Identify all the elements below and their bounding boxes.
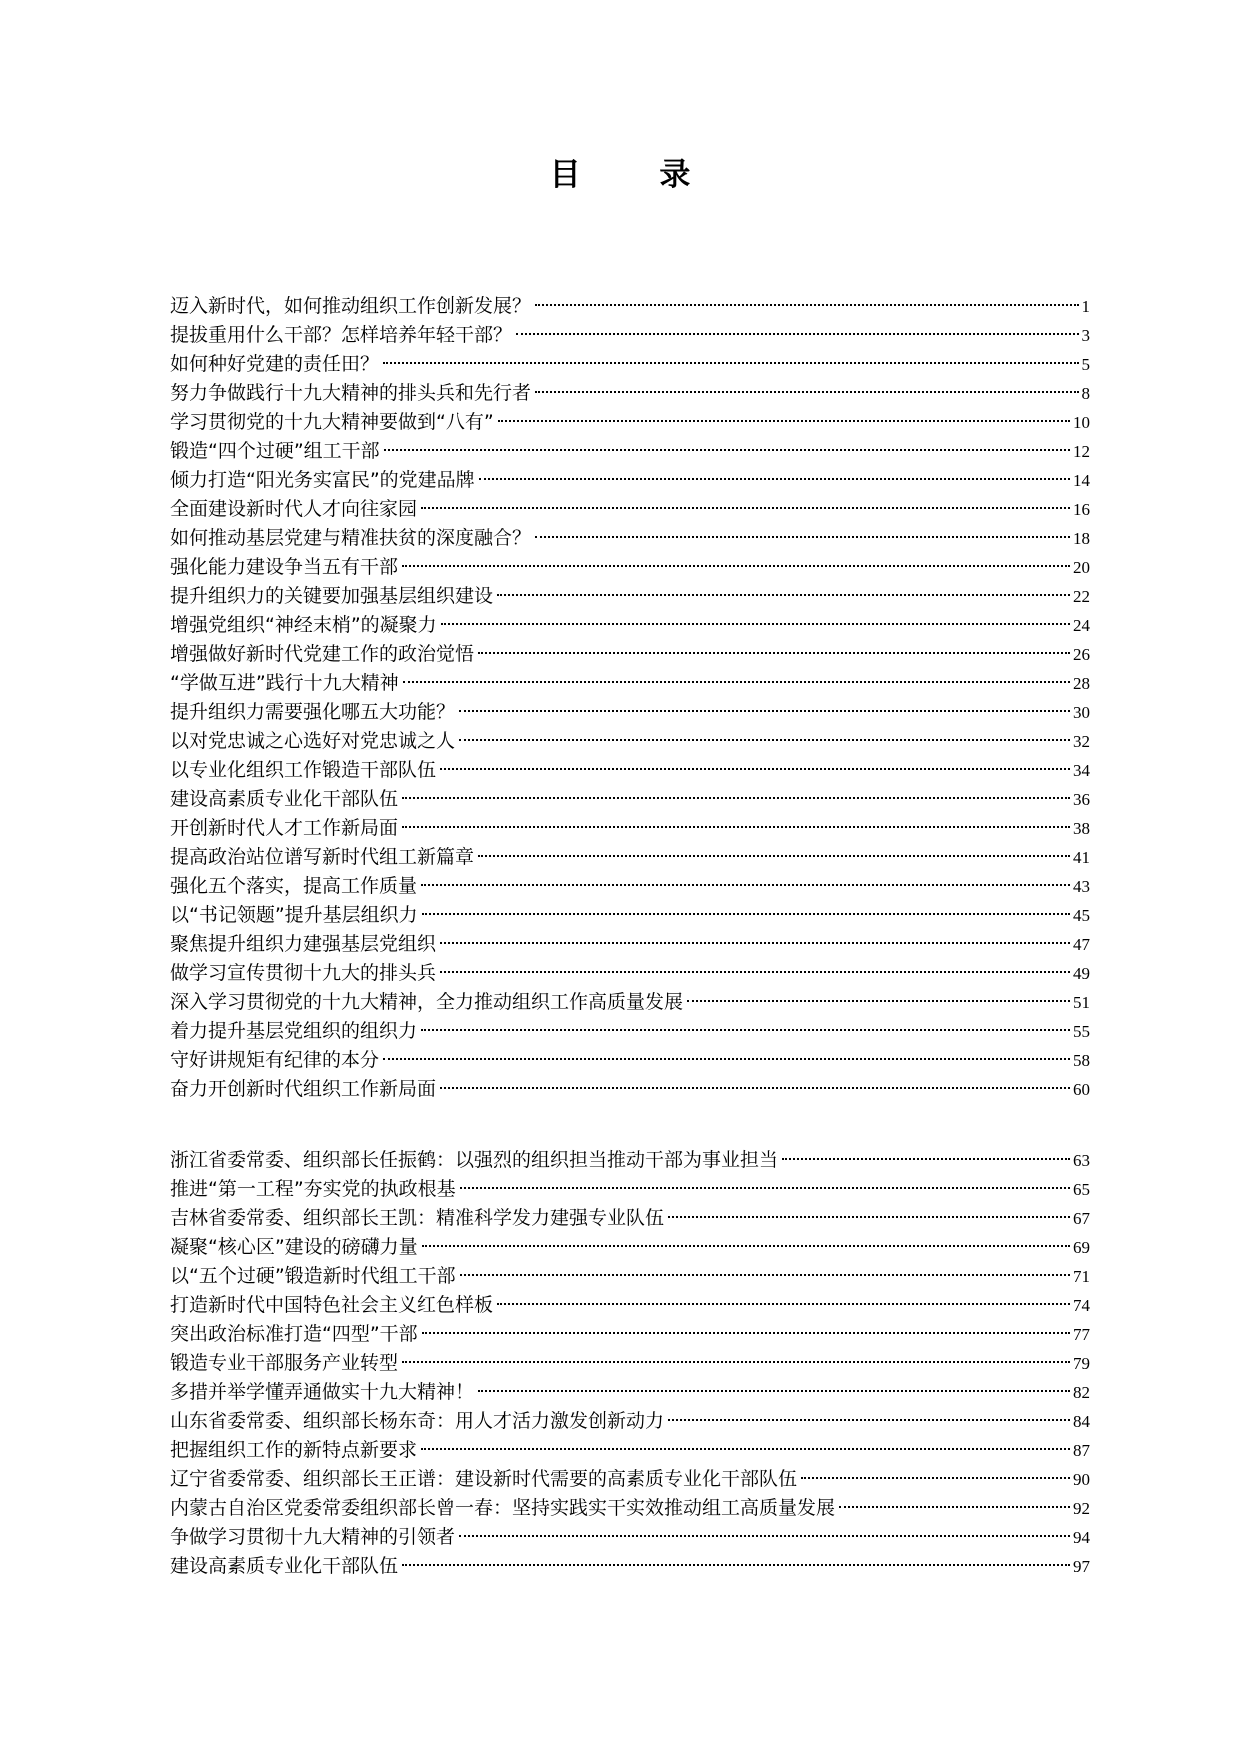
toc-page-number: 30: [1073, 703, 1090, 722]
toc-entry-title: 争做学习贯彻十九大精神的引领者: [170, 1526, 456, 1548]
dot-leader: [479, 478, 1070, 480]
dot-leader: [440, 1087, 1070, 1089]
toc-entry[interactable]: [170, 901, 1090, 930]
toc-entry[interactable]: [170, 1494, 1090, 1523]
dot-leader: [497, 594, 1070, 596]
toc-entry-title: 守好讲规矩有纪律的本分: [170, 1049, 380, 1071]
toc-entry[interactable]: [170, 321, 1090, 350]
dot-leader: [535, 304, 1078, 306]
toc-entry[interactable]: [170, 1204, 1090, 1233]
toc-entry[interactable]: [170, 1262, 1090, 1291]
dot-leader: [440, 971, 1070, 973]
toc-entry-title: 强化五个落实，提高工作质量: [170, 875, 418, 897]
dot-leader: [421, 1448, 1070, 1450]
toc-page-number: 60: [1073, 1080, 1090, 1099]
dot-leader: [421, 507, 1070, 509]
toc-entry-title: 以专业化组织工作锻造干部队伍: [170, 759, 437, 781]
toc-page-number: 55: [1073, 1022, 1090, 1041]
dot-leader: [801, 1477, 1070, 1479]
dot-leader: [498, 420, 1070, 422]
toc-page-number: 49: [1073, 964, 1090, 983]
toc-entry[interactable]: [170, 1146, 1090, 1175]
toc-entry[interactable]: [170, 814, 1090, 843]
toc-entry-title: 着力提升基层党组织的组织力: [170, 1020, 418, 1042]
toc-entry[interactable]: [170, 466, 1090, 495]
toc-section-1: [170, 292, 1090, 1104]
toc-page-number: 97: [1073, 1557, 1090, 1576]
toc-page-number: 82: [1073, 1383, 1090, 1402]
toc-entry-title: 建设高素质专业化干部队伍: [170, 1555, 399, 1577]
toc-entry-title: 提升组织力需要强化哪五大功能？: [170, 701, 456, 723]
toc-page-number: 94: [1073, 1528, 1090, 1547]
toc-entry[interactable]: [170, 1523, 1090, 1552]
toc-entry[interactable]: [170, 1436, 1090, 1465]
dot-leader: [440, 942, 1070, 944]
dot-leader: [459, 1535, 1070, 1537]
toc-entry[interactable]: [170, 1552, 1090, 1581]
dot-leader: [478, 652, 1070, 654]
toc-entry[interactable]: [170, 988, 1090, 1017]
toc-entry[interactable]: [170, 843, 1090, 872]
toc-page-number: 45: [1073, 906, 1090, 925]
dot-leader: [668, 1419, 1070, 1421]
toc-entry-title: 锻造专业干部服务产业转型: [170, 1352, 399, 1374]
toc-page-number: 74: [1073, 1296, 1090, 1315]
dot-leader: [478, 1390, 1070, 1392]
toc-page-number: 71: [1073, 1267, 1090, 1286]
toc-entry-title: 全面建设新时代人才向往家园: [170, 498, 418, 520]
toc-entry[interactable]: [170, 785, 1090, 814]
toc-entry-title: 吉林省委常委、组织部长王凯：精准科学发力建强专业队伍: [170, 1207, 665, 1229]
toc-entry-title: 奋力开创新时代组织工作新局面: [170, 1078, 437, 1100]
dot-leader: [421, 1029, 1070, 1031]
toc-page-number: 47: [1073, 935, 1090, 954]
toc-entry[interactable]: [170, 698, 1090, 727]
toc-page-number: 16: [1073, 500, 1090, 519]
toc-entry-title: 浙江省委常委、组织部长任振鹤：以强烈的组织担当推动干部为事业担当: [170, 1149, 779, 1171]
toc-page-number: 77: [1073, 1325, 1090, 1344]
dot-leader: [422, 1245, 1070, 1247]
toc-entry-title: 以“五个过硬”锻造新时代组工干部: [170, 1265, 456, 1287]
toc-entry-title: 倾力打造“阳光务实富民”的党建品牌: [170, 469, 475, 491]
toc-entry[interactable]: [170, 1075, 1090, 1104]
toc-entry-title: 多措并举学懂弄通做实十九大精神！: [170, 1381, 475, 1403]
toc-entry[interactable]: [170, 1378, 1090, 1407]
dot-leader: [497, 1303, 1070, 1305]
toc-page-number: 79: [1073, 1354, 1090, 1373]
toc-page-number: 22: [1073, 587, 1090, 606]
toc-page-number: 32: [1073, 732, 1090, 751]
toc-page-number: 3: [1081, 326, 1090, 345]
toc-entry[interactable]: [170, 611, 1090, 640]
dot-leader: [460, 1187, 1070, 1189]
toc-entry[interactable]: [170, 292, 1090, 321]
toc-entry-title: 以“书记领题”提升基层组织力: [170, 904, 418, 926]
toc-entry-title: 辽宁省委常委、组织部长王正谱：建设新时代需要的高素质专业化干部队伍: [170, 1468, 798, 1490]
dot-leader: [668, 1216, 1070, 1218]
toc-entry-title: 做学习宣传贯彻十九大的排头兵: [170, 962, 437, 984]
toc-entry[interactable]: [170, 437, 1090, 466]
toc-entry[interactable]: [170, 1017, 1090, 1046]
toc-page-number: 90: [1073, 1470, 1090, 1489]
toc-entry[interactable]: [170, 582, 1090, 611]
dot-leader: [402, 797, 1070, 799]
toc-page-number: 18: [1073, 529, 1090, 548]
dot-leader: [383, 362, 1078, 364]
toc-entry[interactable]: [170, 959, 1090, 988]
dot-leader: [402, 1564, 1070, 1566]
dot-leader: [403, 681, 1070, 683]
toc-entry[interactable]: [170, 1320, 1090, 1349]
toc-entry-title: 锻造“四个过硬”组工干部: [170, 440, 380, 462]
toc-entry-title: 山东省委常委、组织部长杨东奇：用人才活力激发创新动力: [170, 1410, 665, 1432]
dot-leader: [383, 1058, 1070, 1060]
toc-page-number: 51: [1073, 993, 1090, 1012]
toc-page-number: 36: [1073, 790, 1090, 809]
toc-entry-title: 提升组织力的关键要加强基层组织建设: [170, 585, 494, 607]
toc-page-number: 69: [1073, 1238, 1090, 1257]
toc-page-number: 8: [1081, 384, 1090, 403]
toc-entry-title: 提拔重用什么干部？怎样培养年轻干部？: [170, 324, 513, 346]
toc-entry[interactable]: [170, 1349, 1090, 1378]
toc-entry-title: 如何推动基层党建与精准扶贫的深度融合？: [170, 527, 532, 549]
toc-entry-title: 内蒙古自治区党委常委组织部长曾一春：坚持实践实干实效推动组工高质量发展: [170, 1497, 836, 1519]
dot-leader: [440, 768, 1070, 770]
toc-entry[interactable]: [170, 379, 1090, 408]
toc-entry[interactable]: [170, 1291, 1090, 1320]
dot-leader: [422, 1332, 1070, 1334]
toc-page-number: 14: [1073, 471, 1090, 490]
toc-entry-title: 努力争做践行十九大精神的排头兵和先行者: [170, 382, 532, 404]
dot-leader: [535, 536, 1070, 538]
toc-page-number: 28: [1073, 674, 1090, 693]
toc-entry[interactable]: [170, 1233, 1090, 1262]
toc-page-number: 84: [1073, 1412, 1090, 1431]
toc-entry-title: 提高政治站位谱写新时代组工新篇章: [170, 846, 475, 868]
toc-page-number: 87: [1073, 1441, 1090, 1460]
toc-entry-title: 学习贯彻党的十九大精神要做到“八有”: [170, 411, 494, 433]
dot-leader: [516, 333, 1078, 335]
dot-leader: [535, 391, 1078, 393]
toc-page-number: 20: [1073, 558, 1090, 577]
toc-page-number: 65: [1073, 1180, 1090, 1199]
dot-leader: [459, 739, 1070, 741]
toc-entry-title: 把握组织工作的新特点新要求: [170, 1439, 418, 1461]
toc-page-number: 5: [1081, 355, 1090, 374]
dot-leader: [687, 1000, 1070, 1002]
toc-entry[interactable]: [170, 350, 1090, 379]
toc-entry[interactable]: [170, 872, 1090, 901]
toc-entry[interactable]: [170, 669, 1090, 698]
toc-entry[interactable]: [170, 1407, 1090, 1436]
dot-leader: [478, 855, 1070, 857]
dot-leader: [402, 1361, 1070, 1363]
toc-entry[interactable]: [170, 553, 1090, 582]
dot-leader: [441, 623, 1070, 625]
dot-leader: [839, 1506, 1070, 1508]
toc-entry[interactable]: [170, 756, 1090, 785]
toc-entry-title: 深入学习贯彻党的十九大精神，全力推动组织工作高质量发展: [170, 991, 684, 1013]
toc-page-number: 34: [1073, 761, 1090, 780]
toc-entry-title: 以对党忠诚之心选好对党忠诚之人: [170, 730, 456, 752]
toc-page-number: 63: [1073, 1151, 1090, 1170]
toc-entry-title: 强化能力建设争当五有干部: [170, 556, 399, 578]
toc-entry[interactable]: [170, 524, 1090, 553]
page-title: 目 录: [549, 157, 725, 193]
toc-section-2: [170, 1146, 1090, 1581]
toc-entry-title: 聚焦提升组织力建强基层党组织: [170, 933, 437, 955]
toc-entry-title: “学做互进”践行十九大精神: [170, 672, 399, 694]
toc-entry-title: 突出政治标准打造“四型”干部: [170, 1323, 418, 1345]
toc-page-number: 26: [1073, 645, 1090, 664]
toc-entry[interactable]: [170, 408, 1090, 437]
dot-leader: [402, 826, 1070, 828]
toc-page-number: 58: [1073, 1051, 1090, 1070]
toc-entry[interactable]: [170, 727, 1090, 756]
toc-entry-title: 开创新时代人才工作新局面: [170, 817, 399, 839]
toc-entry-title: 凝聚“核心区”建设的磅礴力量: [170, 1236, 418, 1258]
toc-entry-title: 如何种好党建的责任田？: [170, 353, 380, 375]
toc-entry[interactable]: [170, 1465, 1090, 1494]
dot-leader: [460, 1274, 1070, 1276]
dot-leader: [384, 449, 1070, 451]
dot-leader: [459, 710, 1070, 712]
toc-page-number: 43: [1073, 877, 1090, 896]
toc-entry[interactable]: [170, 640, 1090, 669]
toc-page-number: 24: [1073, 616, 1090, 635]
dot-leader: [422, 913, 1070, 915]
toc-entry-title: 推进“第一工程”夯实党的执政根基: [170, 1178, 456, 1200]
toc-entry-title: 建设高素质专业化干部队伍: [170, 788, 399, 810]
toc-entry-title: 迈入新时代，如何推动组织工作创新发展？: [170, 295, 532, 317]
toc-entry-title: 增强做好新时代党建工作的政治觉悟: [170, 643, 475, 665]
toc-page-number: 92: [1073, 1499, 1090, 1518]
dot-leader: [402, 565, 1070, 567]
toc-entry[interactable]: [170, 1046, 1090, 1075]
toc-entry[interactable]: [170, 930, 1090, 959]
toc-entry[interactable]: [170, 1175, 1090, 1204]
toc-page-number: 1: [1081, 297, 1090, 316]
toc-page-number: 10: [1073, 413, 1090, 432]
toc-page-number: 67: [1073, 1209, 1090, 1228]
dot-leader: [421, 884, 1070, 886]
dot-leader: [782, 1158, 1070, 1160]
toc-page-number: 41: [1073, 848, 1090, 867]
toc-page-number: 12: [1073, 442, 1090, 461]
toc-page-number: 38: [1073, 819, 1090, 838]
toc-entry[interactable]: [170, 495, 1090, 524]
toc-entry-title: 打造新时代中国特色社会主义红色样板: [170, 1294, 494, 1316]
toc-entry-title: 增强党组织“神经末梢”的凝聚力: [170, 614, 437, 636]
